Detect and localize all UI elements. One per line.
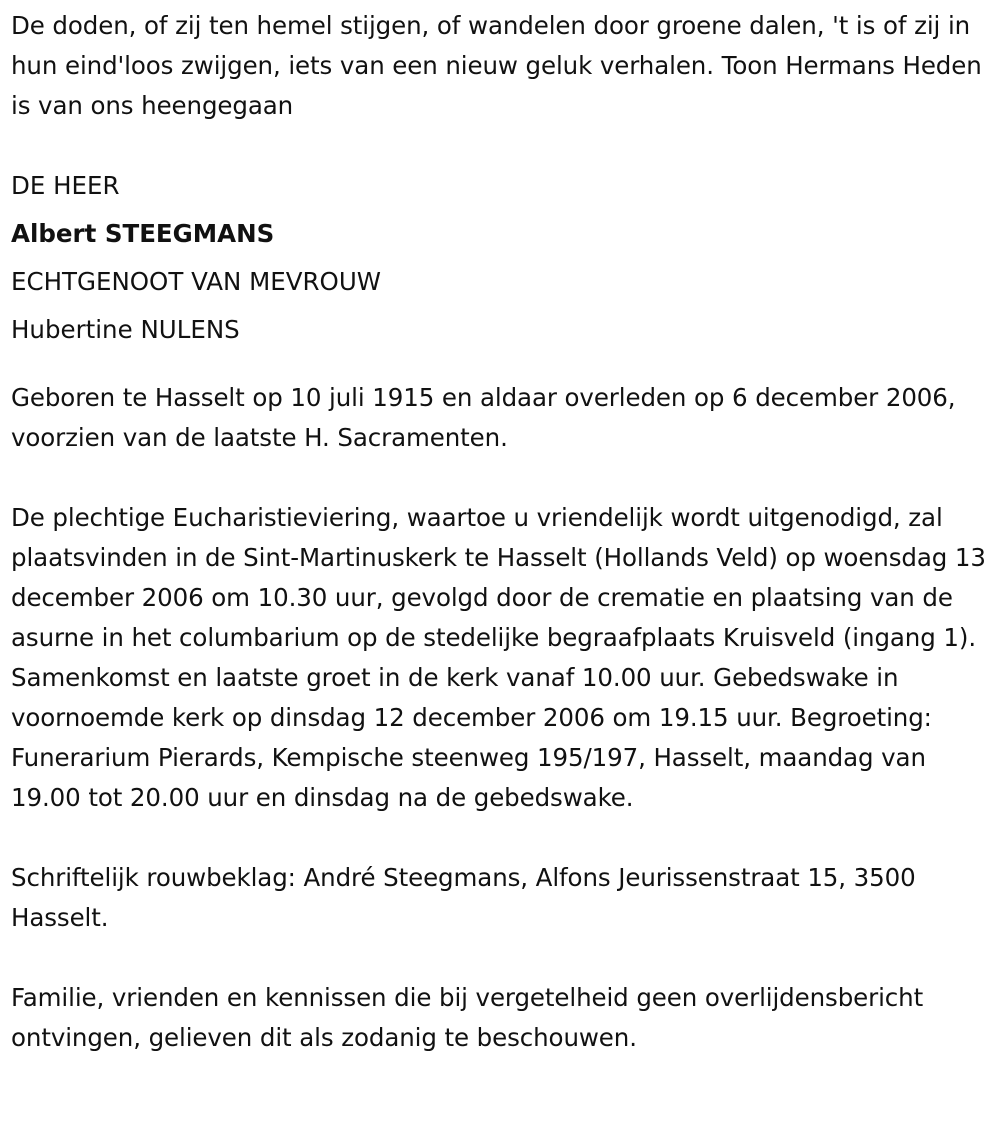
deceased-name: Albert STEEGMANS — [11, 219, 275, 248]
poem-paragraph: De doden, of zij ten hemel stijgen, of wandelen door groene dalen, 't is of zij in hun eind'loos zwijgen, iets van een nieuw geluk verhalen. Toon Hermans Heden is van ons heengegaan — [11, 11, 982, 120]
deceased-identity — [11, 162, 992, 354]
honorific-title: DE HEER — [11, 171, 120, 200]
closing-paragraph: Familie, vrienden en kennissen die bij vergetelheid geen overlijdensbericht ontvingen, gelieven dit als zodanig te beschouwen. — [11, 983, 924, 1052]
birth-death-paragraph: Geboren te Hasselt op 10 juli 1915 en aldaar overleden op 6 december 2006, voorzien van de laatste H. Sacramenten. — [11, 383, 956, 452]
spouse-name: Hubertine NULENS — [11, 315, 240, 344]
condolences-paragraph: Schriftelijk rouwbeklag: André Steegmans, Alfons Jeurissenstraat 15, 3500 Hasselt. — [11, 863, 916, 932]
relation-line: ECHTGENOOT VAN MEVROUW — [11, 267, 382, 296]
ceremony-paragraph: De plechtige Eucharistieviering, waartoe u vriendelijk wordt uitgenodigd, zal plaatsvinden in de Sint-Martinuskerk te Hasselt (Hollands Veld) op woensdag 13 december 2006 om 10.30 uur, gevolgd door de crematie en plaatsing van de asurne in het columbarium op de stedelijke begraafplaats Kruisveld (ingang 1). Samenkomst en laatste groet in de kerk vanaf 10.00 uur. Gebedswake in voornoemde kerk op dinsdag 12 december 2006 om 19.15 uur. Begroeting: Funerarium Pierards, Kempische steenweg 195/197, Hasselt, maandag van 19.00 tot 20.00 uur en dinsdag na de gebedswake. — [11, 503, 986, 812]
